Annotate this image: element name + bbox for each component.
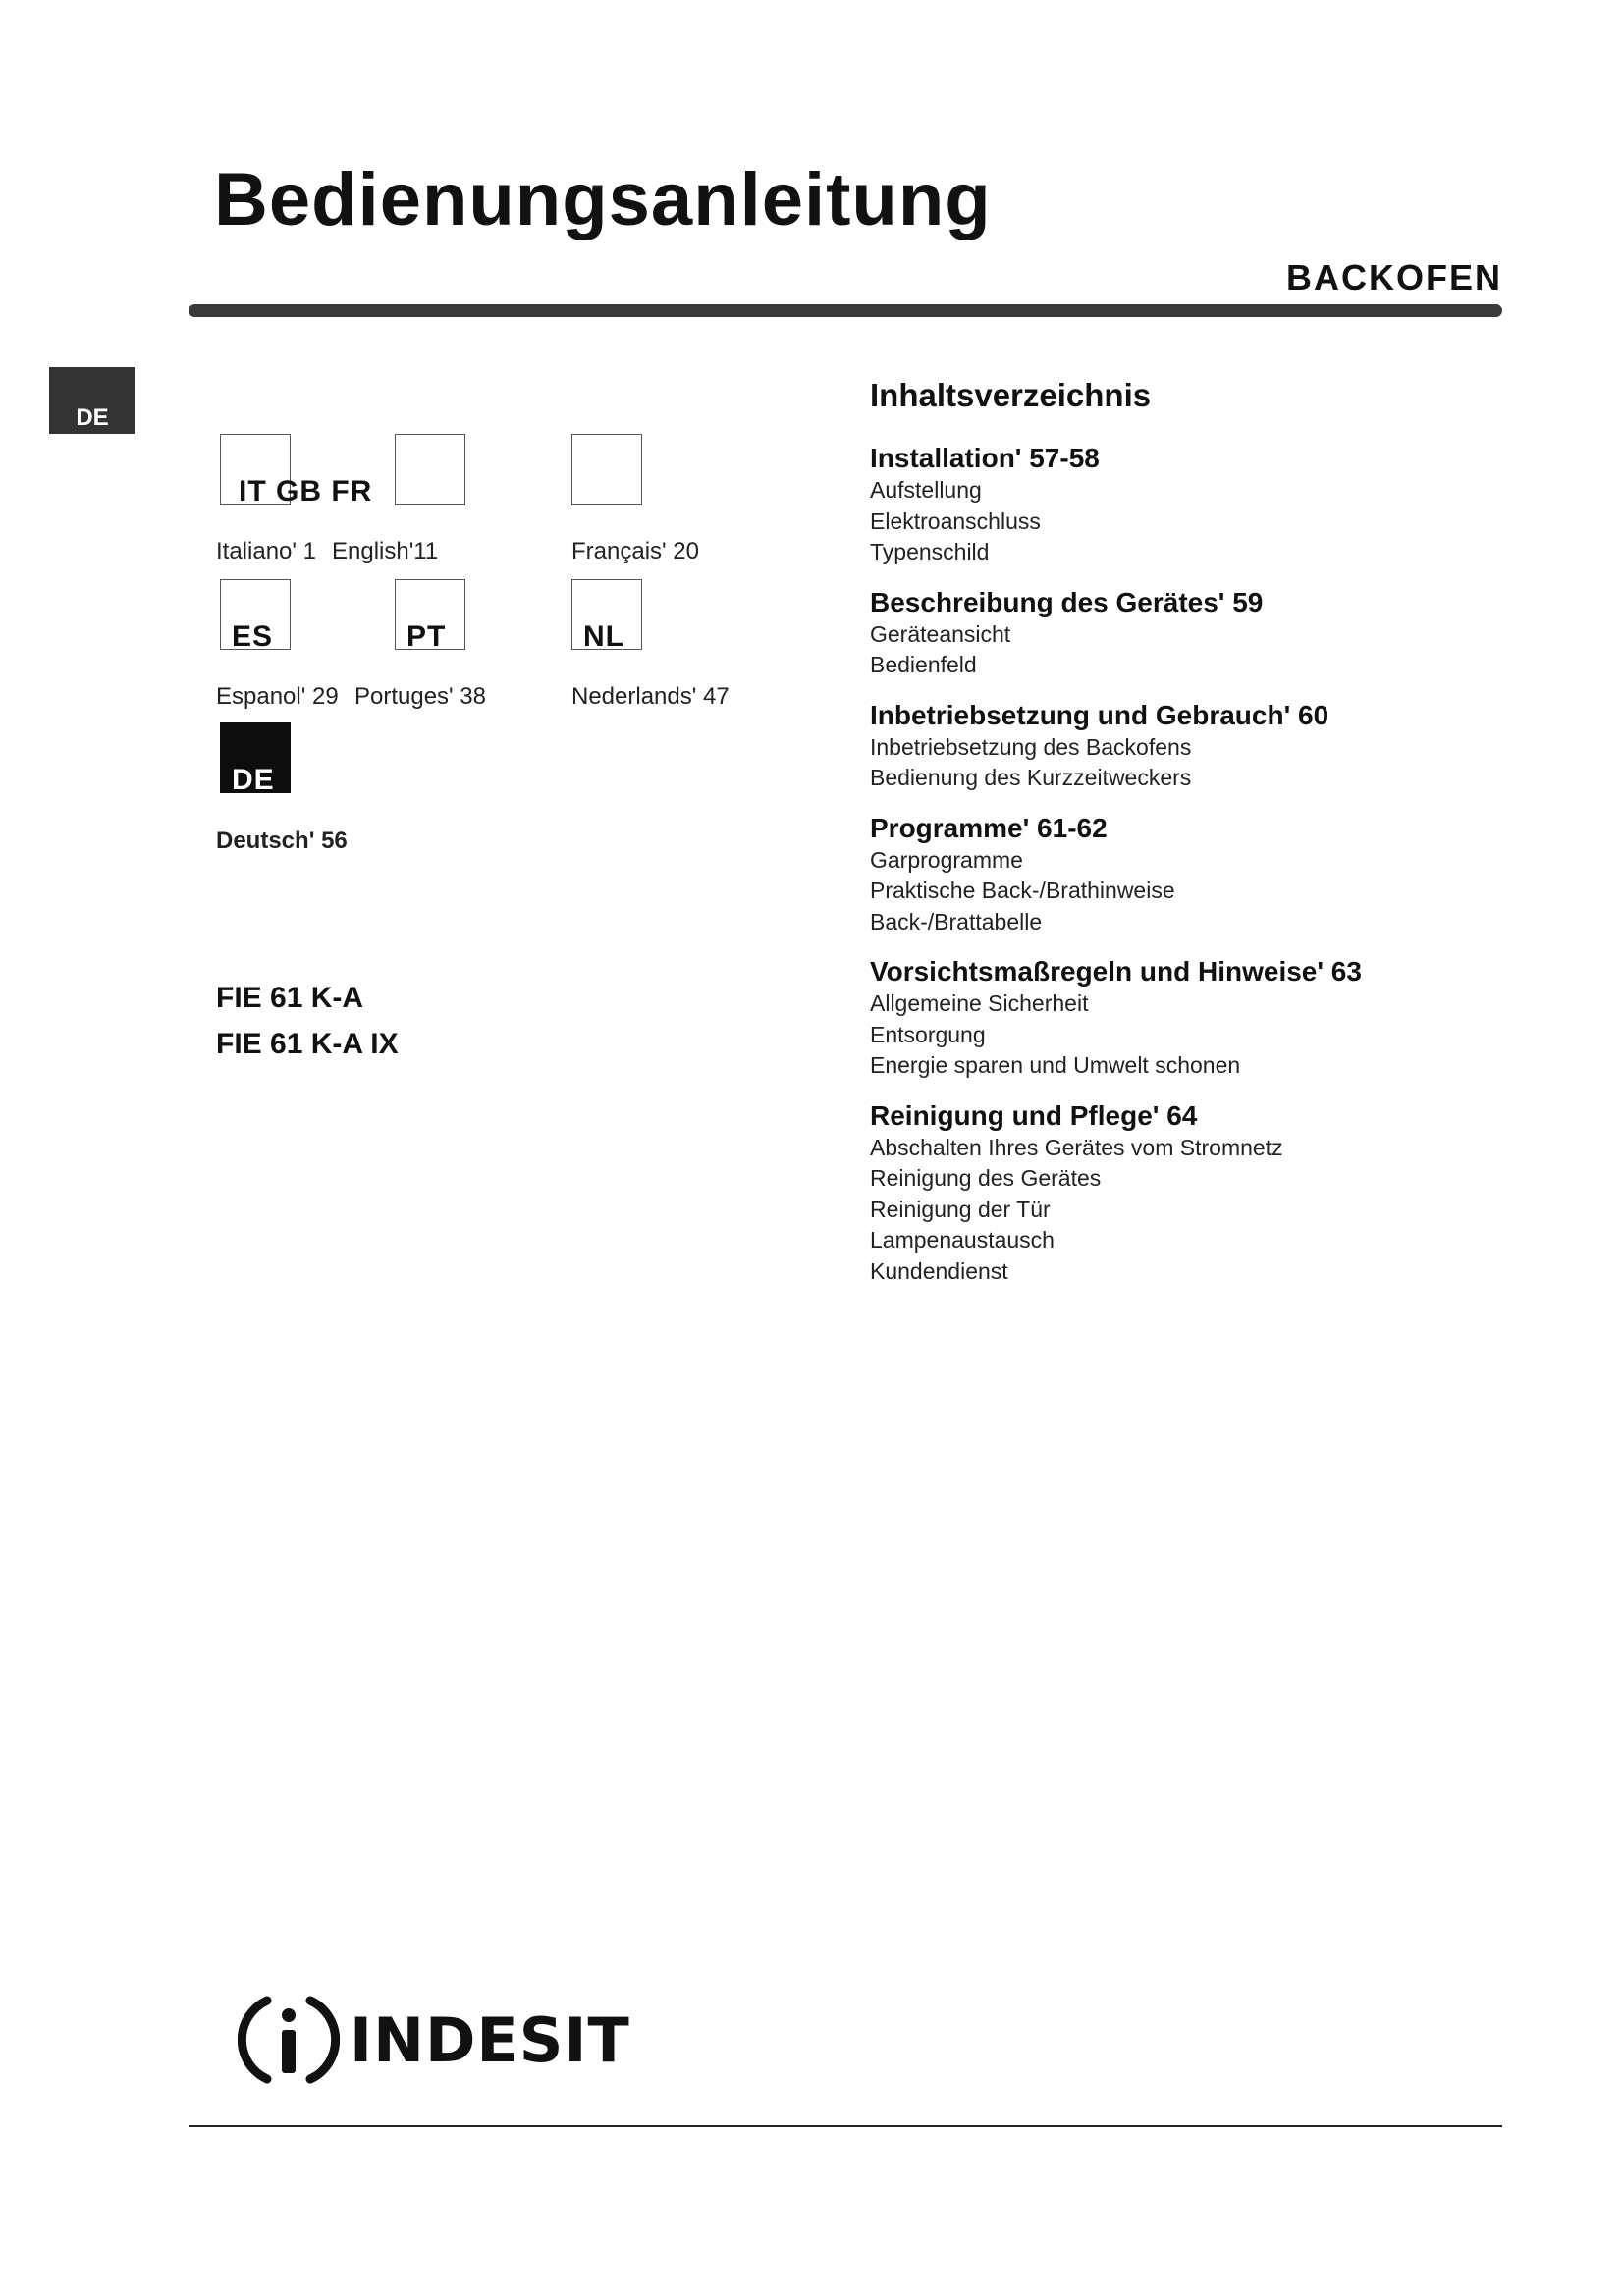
toc-section-inbetriebsetzung bbox=[870, 699, 1459, 794]
lang-box-gb bbox=[395, 434, 465, 505]
brand-logo bbox=[238, 1989, 630, 2091]
toc-item: Aufstellung bbox=[870, 477, 982, 503]
lang-codes-row1: IT GB FR bbox=[239, 475, 373, 507]
toc-item: Kundendienst bbox=[870, 1257, 1008, 1284]
toc-item: Abschalten Ihres Gerätes vom Stromnetz bbox=[870, 1134, 1283, 1160]
lang-label-it: Italiano' 1 bbox=[216, 538, 316, 564]
toc-section-reinigung bbox=[870, 1099, 1459, 1288]
toc-section-installation bbox=[870, 442, 1459, 568]
lang-code-es: ES bbox=[232, 620, 274, 653]
header-rule bbox=[189, 304, 1502, 317]
toc-item: Lampenaustausch bbox=[870, 1227, 1055, 1253]
lang-code-de: DE bbox=[232, 764, 275, 796]
toc-item: Praktische Back-/Brathinweise bbox=[870, 878, 1175, 903]
toc-item: Inbetriebsetzung des Backofens bbox=[870, 733, 1192, 760]
lang-label-es: Espanol' 29 bbox=[216, 683, 339, 710]
toc-item: Reinigung des Gerätes bbox=[870, 1165, 1102, 1191]
indesit-logo-icon bbox=[238, 1989, 340, 2091]
toc-item: Bedienfeld bbox=[870, 652, 977, 677]
brand-name: INDESIT bbox=[350, 2003, 630, 2076]
toc-heading: Installation' 57-58 bbox=[870, 443, 1100, 473]
toc-section-beschreibung bbox=[870, 586, 1459, 681]
toc-item: Reinigung der Tür bbox=[870, 1196, 1051, 1222]
toc-heading: Reinigung und Pflege' 64 bbox=[870, 1099, 1198, 1131]
toc-heading: Vorsichtsmaßregeln und Hinweise' 63 bbox=[870, 956, 1362, 987]
toc-heading: Beschreibung des Gerätes' 59 bbox=[870, 586, 1264, 617]
toc-item: Bedienung des Kurzzeitweckers bbox=[870, 765, 1192, 790]
document-title: Bedienungsanleitung bbox=[214, 158, 992, 241]
toc-item: Garprogramme bbox=[870, 846, 1023, 873]
model-number: FIE 61 K-A IX bbox=[216, 1028, 399, 1060]
language-side-tab: DE bbox=[49, 367, 135, 434]
lang-code-nl: NL bbox=[583, 620, 624, 653]
toc-section-programme bbox=[870, 812, 1459, 938]
lang-label-pt: Portuges' 38 bbox=[354, 683, 487, 710]
lang-code-pt: PT bbox=[406, 620, 447, 653]
toc-item: Typenschild bbox=[870, 539, 990, 564]
lang-box-fr bbox=[571, 434, 642, 505]
table-of-contents bbox=[870, 442, 1459, 1305]
lang-label-de: Deutsch' 56 bbox=[216, 828, 348, 854]
model-number: FIE 61 K-A bbox=[216, 982, 364, 1014]
toc-item: Geräteansicht bbox=[870, 620, 1011, 647]
toc-heading: Inbetriebsetzung und Gebrauch' 60 bbox=[870, 699, 1329, 730]
toc-item: Allgemeine Sicherheit bbox=[870, 990, 1089, 1016]
toc-item: Elektroanschluss bbox=[870, 507, 1041, 534]
lang-label-nl: Nederlands' 47 bbox=[571, 683, 730, 710]
product-type: BACKOFEN bbox=[1286, 257, 1502, 297]
toc-section-vorsichtsmassregeln bbox=[870, 955, 1459, 1082]
lang-label-gb: English'11 bbox=[332, 538, 439, 564]
toc-item: Entsorgung bbox=[870, 1021, 986, 1047]
footer-rule bbox=[189, 2125, 1502, 2127]
toc-item: Energie sparen und Umwelt schonen bbox=[870, 1052, 1241, 1078]
lang-label-fr: Français' 20 bbox=[571, 538, 699, 564]
toc-title: Inhaltsverzeichnis bbox=[870, 377, 1152, 413]
toc-item: Back-/Brattabelle bbox=[870, 908, 1043, 934]
toc-heading: Programme' 61-62 bbox=[870, 812, 1108, 843]
